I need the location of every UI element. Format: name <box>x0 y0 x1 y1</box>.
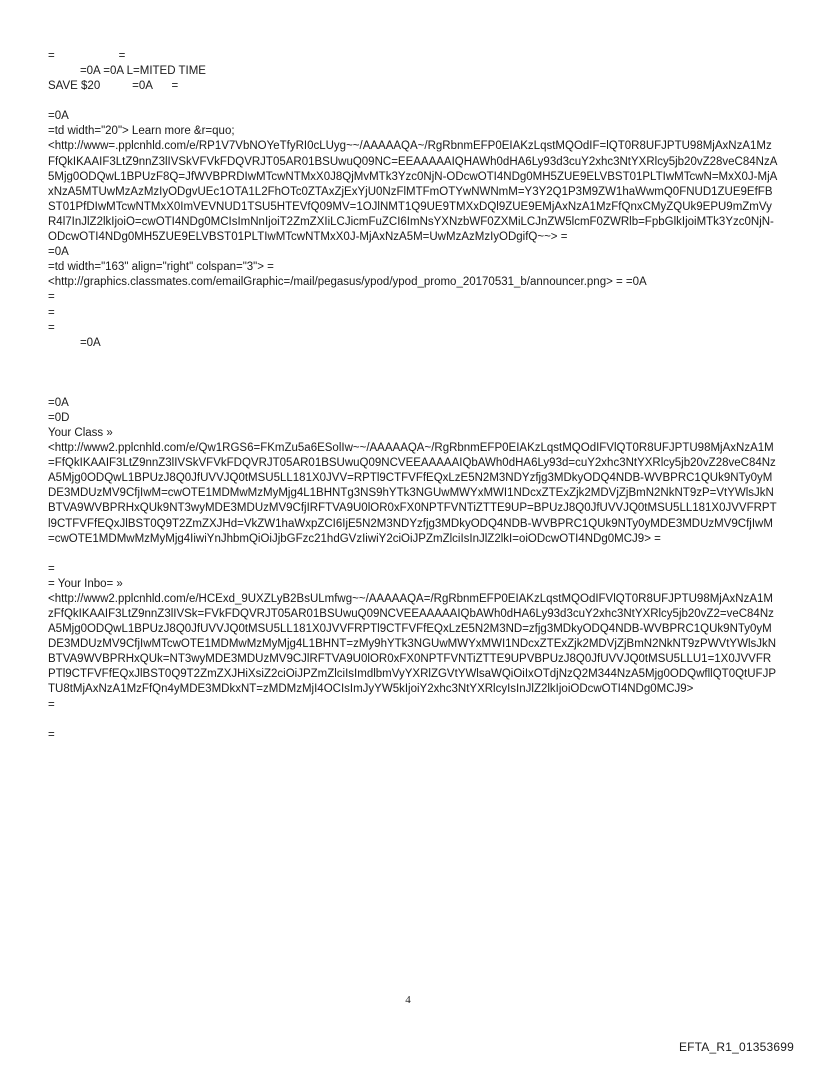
text-line: SAVE $20 =0A = <box>48 80 179 93</box>
text-line: =0A <box>48 336 101 349</box>
text-line: =0A <box>48 110 69 123</box>
text-line: = <box>48 698 55 711</box>
url-block: <http://graphics.classmates.com/emailGraphic=/mail/pegasus/ypod/ypod_promo_20170531_b/announcer.png> = =0A <box>48 276 647 289</box>
blank-line <box>48 94 778 109</box>
text-line: =0A <box>48 246 69 259</box>
text-line: =0D <box>48 411 70 424</box>
url-block: <http://www2.pplcnhld.com/e/Qw1RGS6=FKmZu5a6ESolIw~~/AAAAAQA~/RgRbnmEFP0EIAKzLqstMQOdIFVlQT0R8UFJPTU98MjAxNzA1M=FfQkIKAAIF3LtZ9nnZ3lIVSkVFVkFDQVRJT05AR01BSUwuQ09NCVEEAAAAAIQbAWh0dHA6Ly93d=cuY2xhc3NtYXRlcy5jb20vZ28veC84NzA5Mjg0ODQwL1BPUzJ8Q0JfUVVJQ0tMSU5LL181X0JVV=RPTl9CTFVFfEQxLzE5N2M3NDYzfjg3MDkyODQ4NDB-WVBPRC1QUk9NTy0yMDE3MDUzMV9CfjIwM=cwOTE1MDMwMzMyMjg4L1BHNTg3NS9hYTk3NGUwMWYxMWI1NDcxZTExZjk2MDVjZjBmN2NkNT9zP=VtYWlsJkNBTVA9WVBPRHxQUk9NT3wyMDE3MDUzMV9CfjIRFTVA9U0lOR0xFX0NPTFVNTiZTTE9UP=BPUzJ8Q0JfUVVJQ0tMSU5LL181X0JVVFRPTl9CTFVFfEQxJlBST0Q9T2ZmZXJHd=VkZW1haWxpZCI6IjE5N2M3NDYzfjg3MDkyODQ4NDB-WVBPRC1QUk9NTy0yMDE3MDUzMV9CfjIwM=cwOTE1MDMwMzMyMjg4IiwiYnJhbmQiOiJjbGFzc21hdGVzIiwiY2ciOiJPZmZlciIsInJlZ2lkI=oiODcwOTI4NDg0MCJ9> = <box>48 442 777 545</box>
text-line: = = <box>48 50 126 62</box>
email-source-body <box>48 49 778 743</box>
text-line: Your Class » <box>48 426 113 439</box>
text-line: = <box>48 562 55 575</box>
text-line: =td width="163" align="right" colspan="3"> = <box>48 261 274 274</box>
page-number: 4 <box>405 994 411 1006</box>
text-line: = Your Inbo= » <box>48 577 123 590</box>
blank-line <box>48 351 778 366</box>
text-line: =0A =0A L=MITED TIME <box>48 65 206 78</box>
text-line: = <box>48 291 55 304</box>
url-block: <http://www2.pplcnhld.com/e/HCExd_9UXZLyB2BsULmfwg~~/AAAAAQA=/RgRbnmEFP0EIAKzLqstMQOdIFVlQT0R8UFJPTU98MjAxNzA1MzFfQkIKAAIF3LtZ9nnZ3lIVSk=FVkFDQVRJT05AR01BSUwuQ09NCVEEAAAAAIQbAWh0dHA6Ly93d3cuY2xhc3NtYXRlcy5jb20vZ2=veC84NzA5Mjg0ODQwL1BPUzJ8Q0JfUVVJQ0tMSU5LL181X0JVVFRPTl9CTFVFfEQxLzE5N2M3ND=zfjg3MDkyODQ4NDB-WVBPRC1QUk9NTy0yMDE3MDUzMV9CfjIwMTcwOTE1MDMwMzMyMjg4L1BHNT=zMy9hYTk3NGUwMWYxMWI1NDcxZTExZjk2MDVjZjBmN2NkNT9zPWVtYWlsJkNBTVA9WVBPRHxQUk=NT3wyMDE3MDUzMV9CJlRFTVA9U0lOR0xFX0NPTFVNTiZTTE9UPVBPUzJ8Q0JfUVVJQ0tMSU5LLU1=1X0JVVFRPTl9CTFVFfEQxJlBST0Q9T2ZmZXJHiXsiZ2ciOiJPZmZlciIsImdlbmVyYXRlZGVtYWlsaWQiOiIxOTdjNzQ2M344NzA5Mjg0ODQwfllQT0QtUFJPTU8tMjAxNzA1MzFfQn4yMDE3MDkxNT=zMDMzMjI4OCIsImJyYW5kIjoiY2xhc3NtYXRlcyIsInJlZ2lkIjoiODcwOTI4NDg0MCJ9> <box>48 592 777 696</box>
blank-line <box>48 381 778 396</box>
text-line: = <box>48 306 55 319</box>
text-line: = <box>48 321 55 334</box>
text-line: = <box>48 728 55 741</box>
blank-line <box>48 547 778 562</box>
text-line: =td width="20"> Learn more &r=quo; <box>48 125 235 138</box>
url-block: <http://www=.pplcnhld.com/e/RP1V7VbNOYeTfyRI0cLUyg~~/AAAAAQA~/RgRbnmEFP0EIAKzLqstMQOdIF=lQT0R8UFJPTU98MjAxNzA1MzFfQkIKAAIF3LtZ9nnZ3lIVSkVFVkFDQVRJT05AR01BSUwuQ09NC=EEAAAAAIQHAWh0dHA6Ly93d3cuY2xhc3NtYXRlcy5jb20vZ28veC84NzA5Mjg0ODQwL1BPUzF8Q=JfWVBPRDIwMTcwNTMxX0J8QjMvMTk3Yzc0NjN-ODcwOTI4NDg0MH5ZUE9ELVBST01PLTIwMTcwN=MxX0J-MjAxNzA5MTUwMzAzMzIyODgvUEc1OTA1L2FhOTc0ZTAxZjExYjU0NzFlMTFmOTYwNWNmM=Y3Y2Q1P3M9ZW1haWwmQ0FNUD1ZUE9EfFBST01PfDIwMTcwNTMxX0ImVEVNUD1TSU5HTEVfQ09MV=1OJlNMT1Q9UE9TMXxDQl9ZUE9EMjAxNzA1MzFfQnxCMyZQUk9EPU9mZmVyR4l7InJlZ2lkIjoiO=cwOTI4NDg0MCIsImNnIjoiT2ZmZXIiLCJicmFuZCI6ImNsYXNzbWF0ZXMiLCJnZW5lcmF0ZWRlb=FpbGlkIjoiMTk3Yzc0NjN-ODcwOTI4NDg0MH5ZUE9ELVBST01PLTIwMTcwNTMxX0J-MjAxNzA5M=UwMzAzMzIyODgifQ~~> = <box>48 140 778 244</box>
blank-line <box>48 713 778 728</box>
document-id: EFTA_R1_01353699 <box>678 1040 794 1054</box>
text-line: =0A <box>48 396 69 409</box>
blank-line <box>48 366 778 381</box>
